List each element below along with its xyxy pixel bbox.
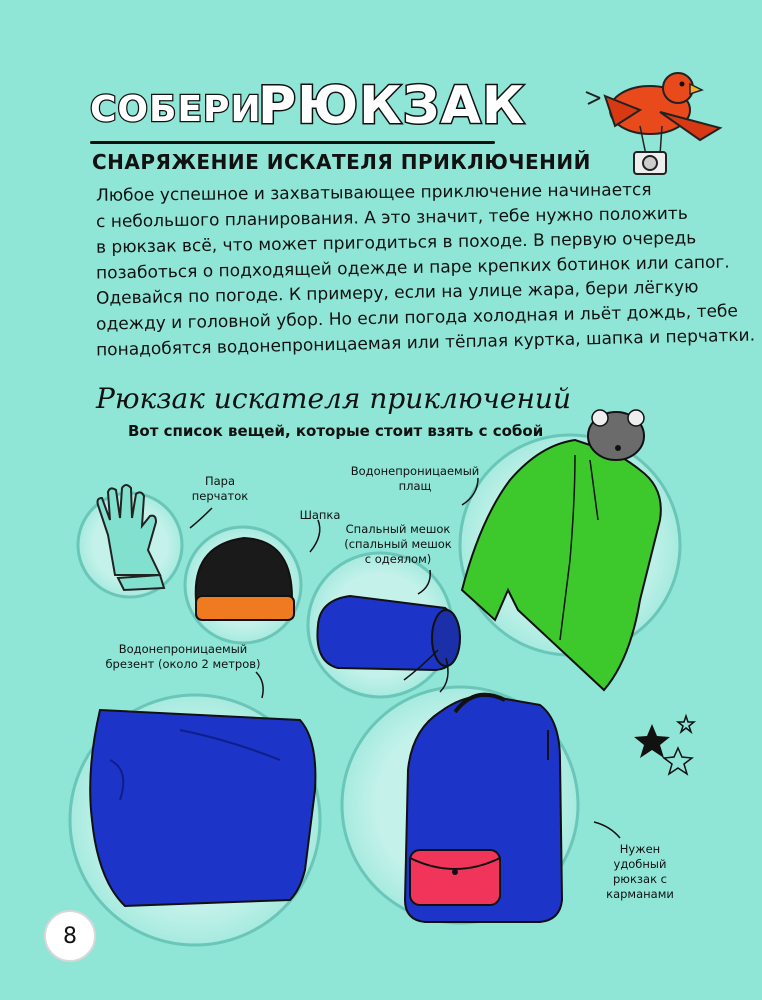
intro-line: с небольшого планирования. А это значит, тебе нужно положить <box>95 203 688 233</box>
label-tarp: Водонепроницаемый брезент (около 2 метров) <box>105 642 261 671</box>
page-number-badge <box>44 910 96 962</box>
tarp-illustration <box>90 710 315 906</box>
list-title: Рюкзак искателя приключений <box>96 382 572 415</box>
bird-illustration <box>586 73 720 174</box>
title-underline <box>90 141 495 144</box>
list-subtitle: Вот список вещей, которые стоит взять с собой <box>128 422 544 440</box>
backpack-illustration <box>405 695 562 922</box>
label-hat: Шапка <box>299 508 341 522</box>
intro-line: Любое успешное и захватывающее приключение начинается <box>95 180 652 206</box>
raincoat-illustration <box>462 410 661 690</box>
title-big: РЮКЗАК <box>258 76 526 136</box>
label-gloves: Пара перчаток <box>191 474 249 503</box>
intro-line: Одевайся по погоде. К примеру, если на улице жара, бери лёгкую <box>95 277 699 309</box>
intro-line: одежду и головной убор. Но если погода холодная и льёт дождь, тебе <box>95 301 739 335</box>
title-small: СОБЕРИ <box>90 89 262 130</box>
title-block <box>90 76 526 148</box>
stars-illustration <box>634 716 694 774</box>
page-number: 8 <box>63 923 77 949</box>
section-subtitle: СНАРЯЖЕНИЕ ИСКАТЕЛЯ ПРИКЛЮЧЕНИЙ <box>92 150 591 174</box>
intro-line: позаботься о подходящей одежде и паре крепких ботинок или сапог. <box>95 252 730 284</box>
intro-line: понадобятся водонепроницаемая или тёплая куртка, шапка и перчатки. <box>95 325 756 361</box>
label-sleeping-bag: Спальный мешок (спальный мешок с одеялом) <box>344 522 452 566</box>
label-raincoat: Водонепроницаемый плащ <box>350 464 480 493</box>
label-backpack: Нужен удобный рюкзак с карманами <box>606 842 674 901</box>
intro-line: в рюкзак всё, что может пригодиться в походе. В первую очередь <box>95 228 697 258</box>
